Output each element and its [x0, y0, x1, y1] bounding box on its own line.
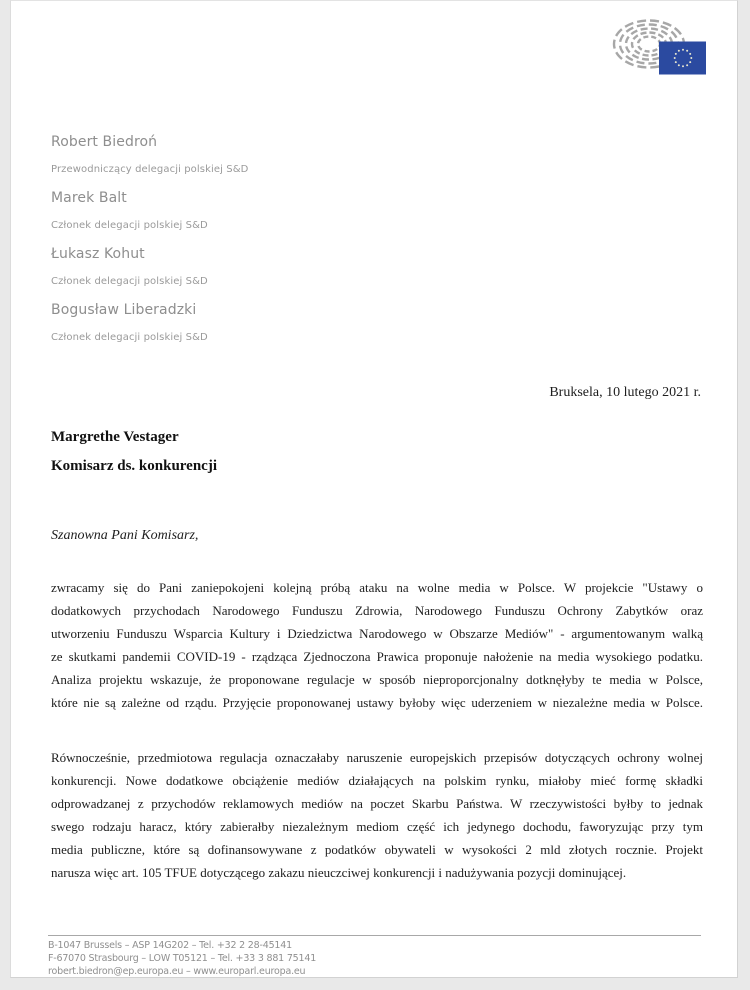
body-line: które nie są zależne od rządu. Przyjęcie proponowanej ustawy byłoby więc uderzeniem w niezależne media w Polsce. [51, 695, 703, 710]
body-line: ze skutkami pandemii COVID-19 - rządząca Zjednoczona Prawica proponuje nałożenie na media wysokiego podatku. [51, 649, 703, 664]
dateline: Bruksela, 10 lutego 2021 r. [549, 385, 701, 400]
european-parliament-logo [609, 15, 709, 77]
recipient-title: Komisarz ds. konkurencji [51, 458, 217, 474]
body-line: odprowadzanej z przychodów reklamowych mediów na poczet Skarbu Państwa. W rzeczywistości byłby to jednak [51, 796, 703, 811]
signatory-role: Członek delegacji polskiej S&D [51, 276, 208, 287]
signatory-name: Robert Biedroń [51, 134, 158, 150]
signatory-role: Członek delegacji polskiej S&D [51, 220, 208, 231]
body-line: Równocześnie, przedmiotowa regulacja oznaczałaby naruszenie europejskich przepisów dotyczących ochrony wolnej [51, 750, 703, 765]
signatory-name: Marek Balt [51, 190, 127, 206]
letter-footer [48, 935, 701, 978]
recipient-block [51, 423, 217, 481]
recipient-name: Margrethe Vestager [51, 429, 179, 445]
body-line: konkurencji. Nowe dodatkowe obciążenie mediów działających na polskim rynku, miałoby mieć formę składki [51, 773, 703, 788]
letter-page [10, 0, 738, 978]
body-line: narusza więc art. 105 TFUE dotyczącego zakazu nieuczciwej konkurencji i nadużywania pozycji dominującej. [51, 865, 627, 880]
eu-flag-icon [659, 42, 706, 75]
signatory-role: Członek delegacji polskiej S&D [51, 332, 208, 343]
salutation: Szanowna Pani Komisarz, [51, 528, 199, 543]
signatory-name: Łukasz Kohut [51, 246, 145, 262]
footer-contact: robert.biedron@ep.europa.eu – www.europarl.europa.eu [48, 966, 306, 977]
signatories-list [51, 128, 248, 352]
body-line: Analiza projektu wskazuje, że proponowane regulacje w sposób nieproporcjonalny dotknęłyby te media w Polsce, [51, 672, 703, 687]
body-paragraph-2 [51, 746, 703, 884]
body-line: media publiczne, które są dofinansowywane z podatków obywateli w wysokości 2 mld złotych rocznie. Projekt [51, 842, 703, 857]
body-line: utworzeniu Funduszu Wsparcia Kultury i Dziedzictwa Narodowego w Obszarze Mediów" - argumentowanym walką [51, 626, 703, 641]
signatory-role: Przewodniczący delegacji polskiej S&D [51, 164, 249, 175]
body-line: dodatkowych przychodach Narodowego Funduszu Zdrowia, Narodowego Funduszu Ochrony Zabytków oraz [51, 603, 703, 618]
body-line: zwracamy się do Pani zaniepokojeni kolejną próbą ataku na wolne media w Polsce. W projekcie "Ustawy o [51, 580, 703, 595]
body-paragraph-1 [51, 576, 703, 714]
signatory-name: Bogusław Liberadzki [51, 302, 197, 318]
body-line: swego rodzaju haracz, który zabierałby niezależnym mediom część ich jedynego dochodu, faworyzując przy tym [51, 819, 703, 834]
footer-address-brussels: B-1047 Brussels – ASP 14G202 – Tel. +32 2 28-45141 [48, 940, 292, 951]
hemicycle-flag-icon [609, 15, 709, 77]
footer-address-strasbourg: F-67070 Strasbourg – LOW T05121 – Tel. +33 3 881 75141 [48, 953, 317, 964]
